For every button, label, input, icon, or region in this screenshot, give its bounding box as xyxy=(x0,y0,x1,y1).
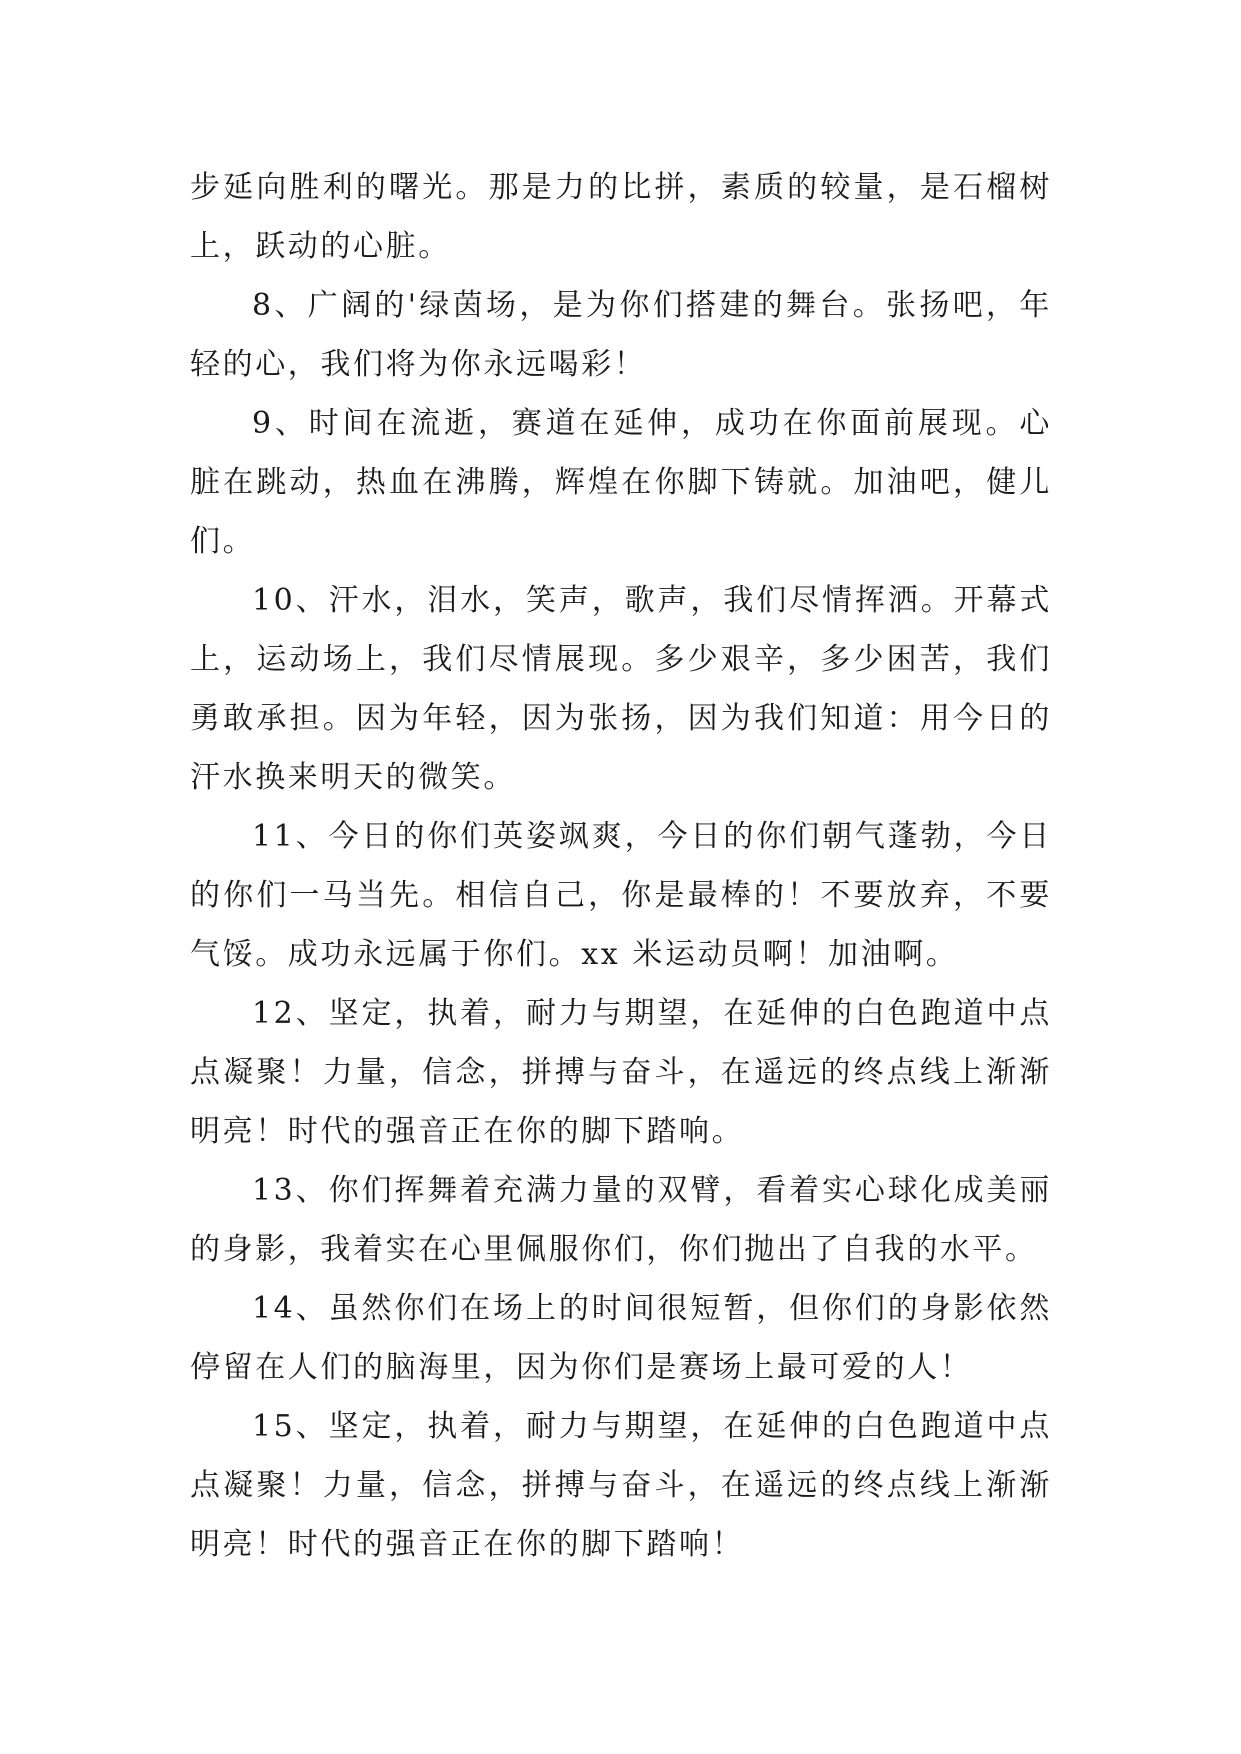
paragraph-8: 8、广阔的'绿茵场，是为你们搭建的舞台。张扬吧，年轻的心，我们将为你永远喝彩！ xyxy=(190,288,1052,382)
paragraph-14: 14、虽然你们在场上的时间很短暂，但你们的身影依然停留在人们的脑海里，因为你们是赛场上最可爱的人！ xyxy=(190,1291,1052,1385)
paragraph-12: 12、坚定，执着，耐力与期望，在延伸的白色跑道中点点凝聚！力量，信念，拼搏与奋斗，在遥远的终点线上渐渐明亮！时代的强音正在你的脚下踏响。 xyxy=(190,996,1052,1149)
paragraph-11: 11、今日的你们英姿飒爽，今日的你们朝气蓬勃，今日的你们一马当先。相信自己，你是最棒的！不要放弃，不要气馁。成功永远属于你们。xx 米运动员啊！加油啊。 xyxy=(190,819,1052,972)
paragraph-9: 9、时间在流逝，赛道在延伸，成功在你面前展现。心脏在跳动，热血在沸腾，辉煌在你脚下铸就。加油吧，健儿们。 xyxy=(190,406,1052,559)
paragraph-15: 15、坚定，执着，耐力与期望，在延伸的白色跑道中点点凝聚！力量，信念，拼搏与奋斗，在遥远的终点线上渐渐明亮！时代的强音正在你的脚下踏响！ xyxy=(190,1409,1052,1562)
document-body xyxy=(190,158,1052,1574)
paragraph-10: 10、汗水，泪水，笑声，歌声，我们尽情挥洒。开幕式上，运动场上，我们尽情展现。多少艰辛，多少困苦，我们勇敢承担。因为年轻，因为张扬，因为我们知道：用今日的汗水换来明天的微笑。 xyxy=(190,583,1052,795)
paragraph-continued: 步延向胜利的曙光。那是力的比拼，素质的较量，是石榴树上，跃动的心脏。 xyxy=(190,170,1052,264)
paragraph-13: 13、你们挥舞着充满力量的双臂，看着实心球化成美丽的身影，我着实在心里佩服你们，你们抛出了自我的水平。 xyxy=(190,1173,1052,1267)
